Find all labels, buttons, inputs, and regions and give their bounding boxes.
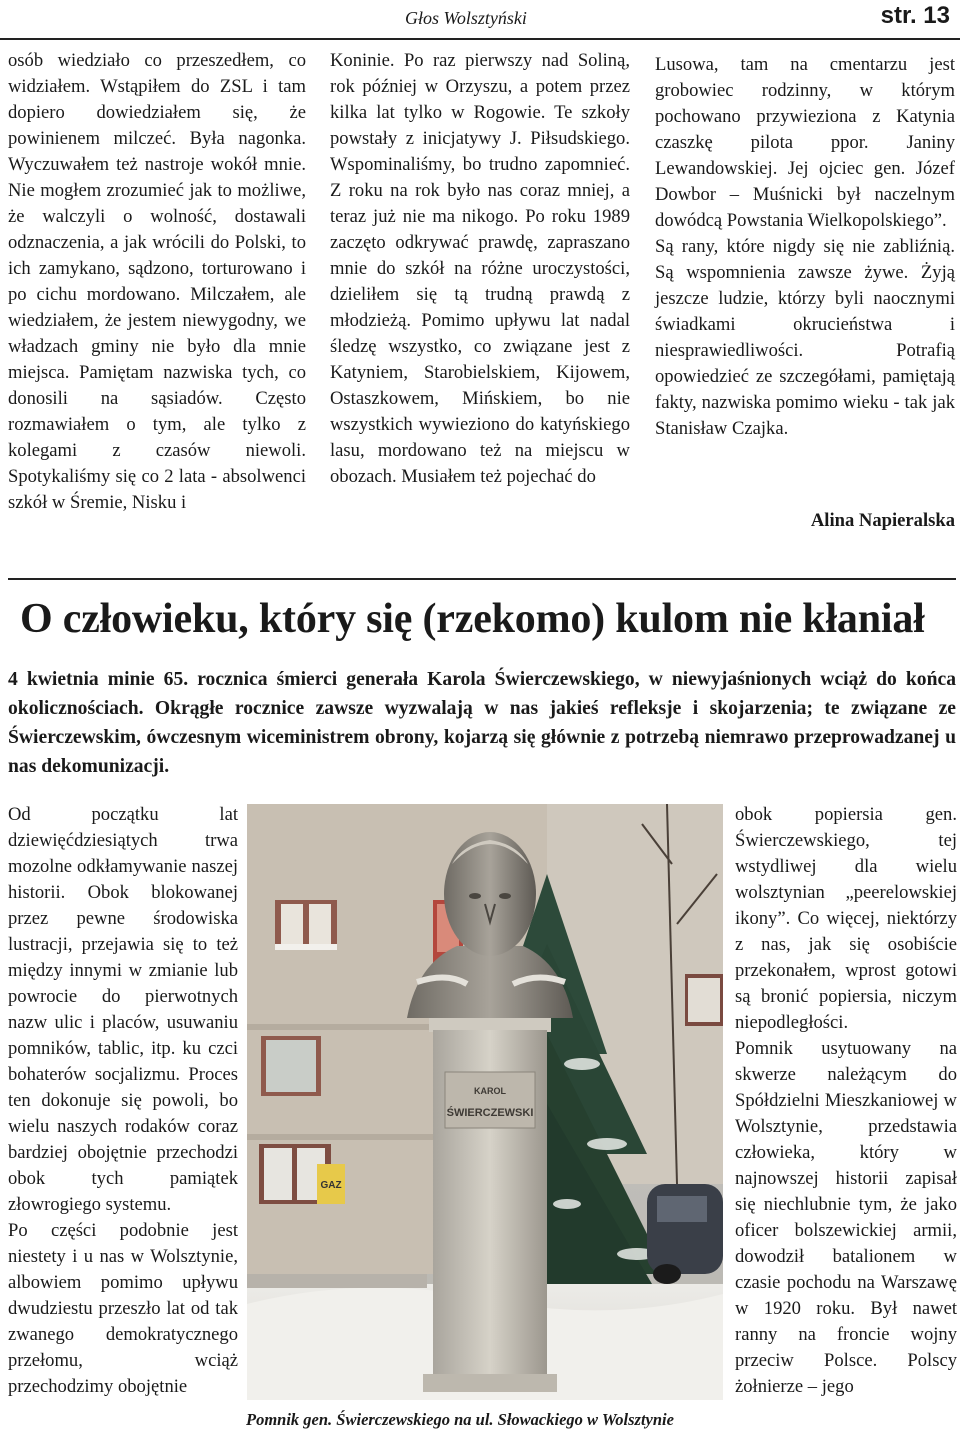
article-headline: O człowieku, który się (rzekomo) kulom nie kłaniał — [20, 596, 925, 642]
gas-box — [317, 1164, 345, 1204]
page-header — [0, 0, 960, 40]
pedestal — [423, 1014, 557, 1392]
parked-car — [647, 1184, 723, 1284]
svg-text:ŚWIERCZEWSKI: ŚWIERCZEWSKI — [446, 1107, 534, 1119]
paragraph: Po części podobnie jest niestety i u nas w Wolsztynie, albowiem pomimo upływu dwudziestu przeszło lat od tak zwanego demokratycznego przełomu, wciąż przechodzimy obojętnie — [8, 1220, 238, 1397]
header-rule — [0, 38, 960, 40]
paragraph: Lusowa, tam na cmentarzu jest grobowiec rodzinny, w którym pochowano przywieziona z Katynia czaszkę pilota ppor. Janiny Lewandowskiej. Jej ojciec gen. Józef Dowbor – Muśnicki był naczelnym dowódcą Powstania Wielkopolskiego”. — [655, 54, 955, 231]
paragraph: obok popiersia gen. Świerczewskiego, tej wstydliwej dla wielu wolsztynian „peerelowskiej ikony”. Co więcej, niektórzy z nas, jak się osobiście przekonałem, wprost gotowi są bronić popiersia, niczym niepodległości. — [735, 804, 957, 1033]
paragraph: Są rany, które nigdy się nie zabliźnią. Są wspomnienia zawsze żywe. Żyją jeszcze ludzie, którzy byli naocznymi świadkami okrucieństwa i niesprawiedliwości. Potrafią opowiedzieć ze szczegółami, pamiętają fakty, nazwiska pomimo wieku - tak jak Stanisław Czajka. — [655, 236, 955, 439]
author-signature: Alina Napieralska — [810, 510, 955, 531]
paragraph: Koninie. Po raz pierwszy nad Soliną, rok później w Orzyszu, a potem przez kilka lat tylko w Rogowie. Te szkoły powstały z inicjatywy J. Piłsudskiego. Wspominaliśmy, bo trudno zapomnieć. Z roku na rok było nas coraz mniej, a teraz już nie ma nikogo. Po roku 1989 zaczęto odkrywać prawdę, zapraszano mnie do szkół na różne uroczystości, dzieliłem się tą trudną prawdą z młodzieżą. Pomimo upływu lat nadal śledzę wszystko, co związane jest z Katyniem, Starobielskiem, Kijowem, Ostaszkowem, Mińskiem, bo nie wszystkich wywieziono do katyńskiego lasu, mordowano też na miejscu w obozach. Musiałem też pojechać do — [330, 50, 630, 487]
svg-text:KAROL: KAROL — [474, 1086, 506, 1096]
monument-photo — [247, 804, 723, 1400]
article-lead: 4 kwietnia minie 65. rocznica śmierci generała Karola Świerczewskiego, w niewyjaśnionych wciąż do końca okolicznościach. Okrągłe rocznice zawsze wyzwalają w nas jakieś refleksje i skojarzenia; te związane ze Świerczewskim, ówczesnym wiceministrem obrony, kojarzą się głównie z potrzebą niemrawo przeprowadzanej u nas dekomunizacji. — [8, 669, 956, 777]
photo-caption: Pomnik gen. Świerczewskiego na ul. Słowackiego w Wolsztynie — [246, 1410, 674, 1429]
top-article-column-3 — [655, 52, 955, 442]
paragraph: Od początku lat dziewięćdziesiątych trwa mozolne odkłamywanie naszej historii. Obok blokowanej przez pewne środowiska lustracji, przejawia się to też między innymi w zmianie lub powrocie do pierwotnych nazw ulic i placów, usuwaniu pomników, tablic, itp. ku czci bohaterów socjalizmu. Proces ten dokonuje się powoli, bo wielu naszych rodaków coraz bardziej obojętnie przechodzi obok tych pamiątek złowrogiego systemu. — [8, 804, 238, 1215]
paragraph: osób wiedziało co przeszedłem, co widziałem. Wstąpiłem do ZSL i tam dopiero dowiedziałem się, że powinienem milczeć. Była nagonka. Wyczuwałem też nastroje wokół mnie. Nie mogłem zrozumieć jak to możliwe, że walczyli o wolność, dostawali odznaczenia, a jak wrócili do Polski, to ich zamykano, sądzono, torturowano i po cichu mordowano. Milczałem, ale wiedziałem, że jestem niewygodny, we władzach gminy nie było dla mnie miejsca. Pamiętam nazwiska tych, co donosili na sąsiadów. Często rozmawiałem o tym, ale tylko z kolegami z czasów niewoli. Spotykaliśmy się co 2 lata - absolwenci szkół w Śremie, Nisku i — [8, 50, 306, 513]
newspaper-name: Głos Wolsztyński — [405, 8, 527, 28]
page-number: str. 13 — [880, 2, 950, 29]
main-article-column-3 — [735, 802, 957, 1400]
main-article-column-1 — [8, 802, 238, 1400]
top-article-column-1 — [8, 48, 306, 516]
section-divider — [8, 578, 956, 580]
svg-text:GAZ: GAZ — [320, 1180, 342, 1191]
top-article-column-2 — [330, 48, 630, 490]
paragraph: Pomnik usytuowany na skwerze należącym do Spółdzielni Mieszkaniowej w Wolsztynie, przedstawia człowieka, który w najnowszej historii zapisał się niechlubnie tym, że jako oficer bolszewickiej armii, dowodził batalionem w czasie pochodu na Warszawę w 1920 roku. Był nawet ranny na froncie wojny przeciw Polsce. Polscy żołnierze – jego — [735, 1038, 957, 1397]
